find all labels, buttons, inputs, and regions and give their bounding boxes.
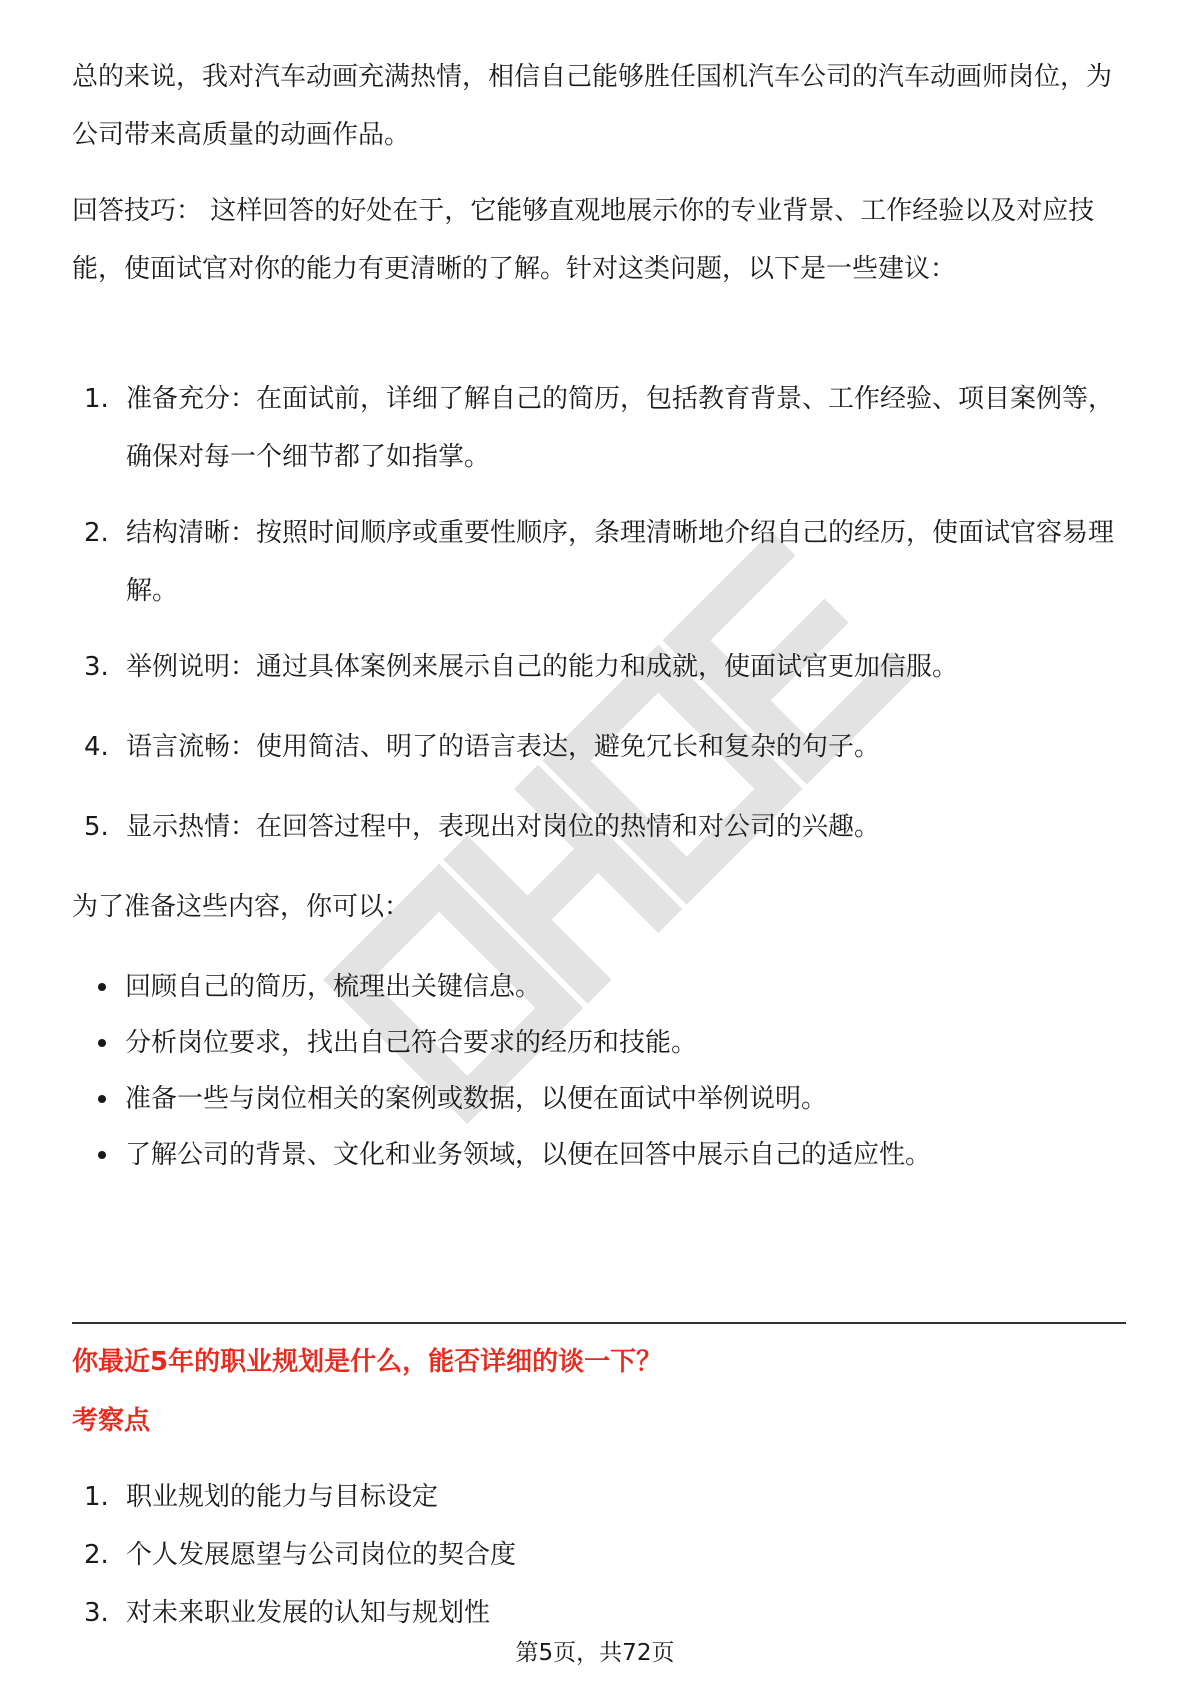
- bullet-icon: [98, 983, 106, 991]
- page-number: 第5页，共72页: [515, 1640, 675, 1666]
- list-number: 3.: [84, 1598, 109, 1628]
- list-number: 2.: [84, 1540, 109, 1570]
- prep-list-item: [98, 958, 1118, 1016]
- list-number: 1.: [84, 1482, 109, 1512]
- conclusion-paragraph: 总的来说，我对汽车动画充满热情，相信自己能够胜任国机汽车公司的汽车动画师岗位，为公司带来高质量的动画作品。: [72, 62, 1113, 150]
- tips-paragraph: 回答技巧： 这样回答的好处在于，它能够直观地展示你的专业背景、工作经验以及对应技能，使面试官对你的能力有更清晰的了解。针对这类问题，以下是一些建议：: [72, 196, 1095, 284]
- tips-list-item: [84, 638, 1122, 696]
- list-number: 3.: [84, 652, 109, 682]
- list-text: 显示热情：在回答过程中，表现出对岗位的热情和对公司的兴趣。: [126, 812, 881, 842]
- bullet-icon: [98, 1039, 106, 1047]
- tips-list-item: [84, 718, 1122, 776]
- list-text: 了解公司的背景、文化和业务领域，以便在回答中展示自己的适应性。: [125, 1140, 932, 1170]
- list-number: 2.: [84, 518, 109, 548]
- prep-list-item: [98, 1126, 1118, 1184]
- question-point: [84, 1526, 1122, 1584]
- section-divider: [72, 1322, 1126, 1324]
- list-text: 语言流畅：使用简洁、明了的语言表达，避免冗长和复杂的句子。: [126, 732, 881, 762]
- prep-list-item: [98, 1014, 1118, 1072]
- list-text: 职业规划的能力与目标设定: [126, 1482, 439, 1512]
- list-text: 结构清晰：按照时间顺序或重要性顺序，条理清晰地介绍自己的经历，使面试官容易理解。: [126, 518, 1115, 606]
- question-point: [84, 1468, 1122, 1526]
- tips-list-item: [84, 798, 1122, 856]
- list-text: 回顾自己的简历，梳理出关键信息。: [125, 972, 542, 1002]
- list-text: 个人发展愿望与公司岗位的契合度: [126, 1540, 517, 1570]
- list-number: 1.: [84, 384, 109, 414]
- question-point: [84, 1584, 1122, 1642]
- question-title: 你最近5年的职业规划是什么，能否详细的谈一下？: [72, 1347, 663, 1377]
- list-number: 5.: [84, 812, 109, 842]
- list-text: 准备一些与岗位相关的案例或数据，以便在面试中举例说明。: [125, 1084, 828, 1114]
- list-text: 举例说明：通过具体案例来展示自己的能力和成就，使面试官更加信服。: [126, 652, 959, 682]
- list-text: 准备充分：在面试前，详细了解自己的简历，包括教育背景、工作经验、项目案例等，确保对每一个细节都了如指掌。: [126, 384, 1115, 472]
- tips-list-item: [84, 370, 1122, 486]
- tips-list-item: [84, 504, 1122, 620]
- list-text: 对未来职业发展的认知与规划性: [126, 1598, 491, 1628]
- bullet-icon: [98, 1151, 106, 1159]
- list-number: 4.: [84, 732, 109, 762]
- bullet-icon: [98, 1095, 106, 1103]
- list-text: 分析岗位要求，找出自己符合要求的经历和技能。: [125, 1028, 698, 1058]
- question-subtitle: 考察点: [72, 1406, 151, 1436]
- prep-intro-paragraph: 为了准备这些内容，你可以：: [72, 892, 411, 922]
- prep-list-item: [98, 1070, 1118, 1128]
